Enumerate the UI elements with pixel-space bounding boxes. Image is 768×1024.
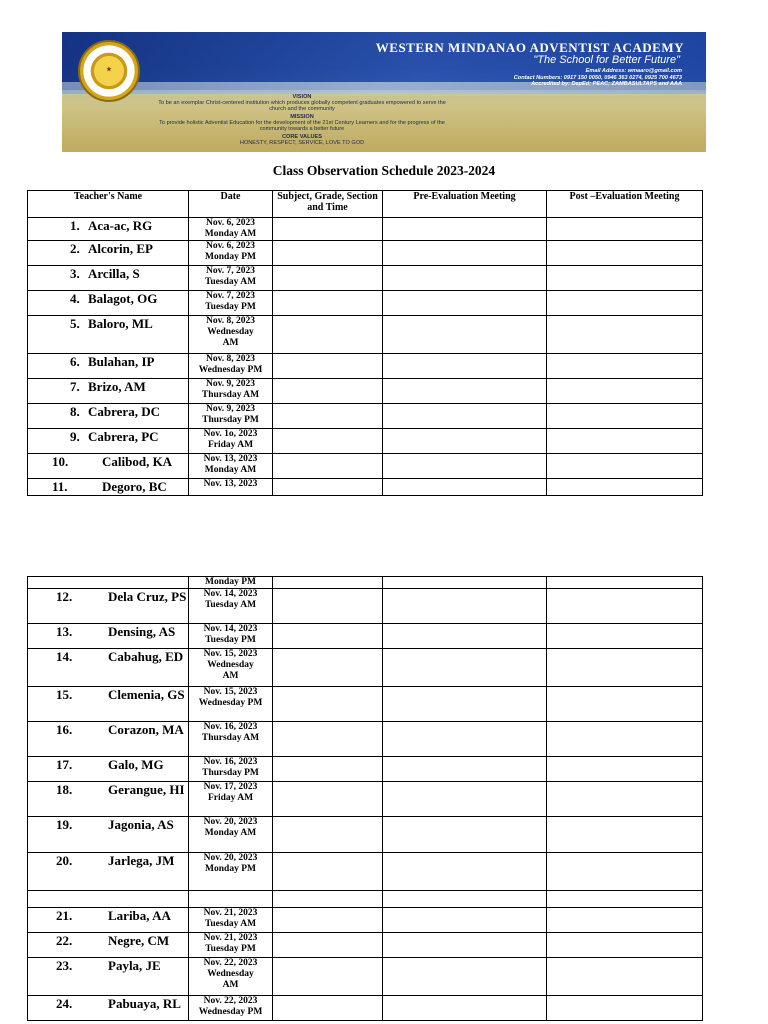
date-line: Nov. 8, 2023: [205, 316, 256, 326]
col-teacher-name: Teacher's Name: [28, 191, 189, 218]
teacher-name: Jagonia, AS: [108, 817, 174, 832]
contact-line: Contact Numbers: 0917 150 0050, 0946 363 0274, 0925 700 4673: [513, 74, 682, 81]
page-title: Class Observation Schedule 2023-2024: [272, 163, 496, 178]
date-line: Nov. 20, 2023: [203, 853, 258, 863]
subject-cell: [273, 817, 383, 853]
teacher-name: Cabahug, ED: [108, 649, 184, 664]
table-row: [28, 429, 703, 454]
day-line: Monday PM: [205, 577, 256, 587]
post-evaluation-cell: [547, 853, 703, 891]
day-line: Wednesday PM: [198, 365, 263, 375]
date-cell: [189, 354, 273, 379]
teacher-name: Bulahan, IP: [88, 354, 155, 369]
pre-evaluation-cell: [383, 782, 547, 817]
table-row: [28, 908, 703, 933]
pre-evaluation-cell: [383, 479, 547, 496]
table-row-carryover: [28, 577, 703, 589]
post-evaluation-cell: [547, 589, 703, 624]
date-line: Nov. 15, 2023: [203, 649, 258, 659]
teacher-name: Calibod, KA: [102, 454, 173, 469]
day-line: Friday AM: [207, 793, 254, 803]
day-line-cont: AM: [222, 980, 239, 990]
date-cell: [189, 454, 273, 479]
day-line: Wednesday PM: [198, 698, 263, 708]
teacher-name-cell: [28, 958, 189, 996]
teacher-name-cell: [28, 757, 189, 782]
date-line: Nov. 22, 2023: [203, 996, 258, 1006]
subject-cell: [273, 379, 383, 404]
row-number: 1.: [70, 218, 80, 233]
row-number: 14.: [56, 649, 73, 664]
teacher-name-cell: [28, 429, 189, 454]
post-evaluation-cell: [547, 479, 703, 496]
pre-evaluation-cell: [383, 241, 547, 266]
teacher-name: Pabuaya, RL: [108, 996, 181, 1011]
row-number: 19.: [56, 817, 73, 832]
day-line: Thursday PM: [202, 768, 259, 778]
teacher-name-cell: [28, 266, 189, 291]
row-number: 22.: [56, 933, 73, 948]
pre-evaluation-cell: [383, 589, 547, 624]
row-number: 15.: [56, 687, 73, 702]
day-line: Tuesday AM: [204, 919, 257, 929]
date-line: Nov. 15, 2023: [203, 687, 258, 697]
teacher-name: Densing, AS: [108, 624, 176, 639]
subject-cell: [273, 218, 383, 241]
table-row: [28, 757, 703, 782]
teacher-name-cell: [28, 817, 189, 853]
date-cell: [189, 996, 273, 1021]
schedule-table-page-2: [27, 576, 703, 1021]
table-row: [28, 241, 703, 266]
teacher-name-cell: [28, 404, 189, 429]
teacher-name-cell: [28, 891, 189, 908]
subject-cell: [273, 316, 383, 354]
teacher-name: Brizo, AM: [88, 379, 146, 394]
subject-cell: [273, 266, 383, 291]
date-cell: [189, 266, 273, 291]
subject-cell: [273, 891, 383, 908]
core-values-block: [152, 134, 452, 146]
date-line: Nov. 17, 2023: [203, 782, 258, 792]
table-row: [28, 479, 703, 496]
day-line: Monday PM: [205, 864, 256, 874]
teacher-name-cell: [28, 996, 189, 1021]
table-row: [28, 404, 703, 429]
day-line: Wednesday PM: [198, 1007, 263, 1017]
table-row: [28, 316, 703, 354]
row-number: 20.: [56, 853, 73, 868]
pre-evaluation-cell: [383, 291, 547, 316]
vision-text: To be an exemplar Christ-centered institution which produces globally competent graduates empowered to serve the church and the community: [158, 100, 446, 113]
post-evaluation-cell: [547, 908, 703, 933]
day-line: Monday PM: [205, 252, 256, 262]
schedule-table-page-1: [27, 190, 703, 496]
date-cell: [189, 241, 273, 266]
teacher-name: Degoro, BC: [102, 479, 167, 494]
pre-evaluation-cell: [383, 757, 547, 782]
post-evaluation-cell: [547, 958, 703, 996]
table-row: [28, 624, 703, 649]
pre-evaluation-cell: [383, 404, 547, 429]
date-cell: [189, 589, 273, 624]
table-row: [28, 354, 703, 379]
teacher-name-cell: [28, 782, 189, 817]
subject-cell: [273, 722, 383, 757]
pre-evaluation-cell: [383, 817, 547, 853]
table-row: [28, 589, 703, 624]
table-header-row: [28, 191, 703, 218]
post-evaluation-cell: [547, 722, 703, 757]
date-line: Nov. 21, 2023: [203, 933, 258, 943]
pre-evaluation-cell: [383, 687, 547, 722]
pre-evaluation-cell: [383, 429, 547, 454]
post-evaluation-cell: [547, 891, 703, 908]
school-banner: [62, 32, 706, 152]
subject-cell: [273, 479, 383, 496]
col-date: Date: [189, 191, 273, 218]
pre-evaluation-cell: [383, 577, 547, 589]
teacher-name: Corazon, MA: [108, 722, 184, 737]
teacher-name: Baloro, ML: [88, 316, 153, 331]
post-evaluation-cell: [547, 379, 703, 404]
teacher-name: Payla, JE: [108, 958, 161, 973]
col-pre-evaluation: Pre-Evaluation Meeting: [383, 191, 547, 218]
date-cell: [189, 958, 273, 996]
date-cell: [189, 429, 273, 454]
mission-text: To provide holistic Adventist Education for the development of the 21st Century Learners and for the progress of the community towards a better future: [159, 120, 445, 133]
date-cell: [189, 316, 273, 354]
pre-evaluation-cell: [383, 379, 547, 404]
subject-cell: [273, 649, 383, 687]
row-number: 8.: [70, 404, 80, 419]
subject-cell: [273, 589, 383, 624]
core-values-text: HONESTY, RESPECT, SERVICE, LOVE TO GOD: [239, 140, 365, 147]
row-number: 12.: [56, 589, 73, 604]
row-number: 21.: [56, 908, 73, 923]
accredited-line: Accredited by: DepEd; PEAC; ZAMBASULTAPS and AAA: [531, 81, 682, 87]
post-evaluation-cell: [547, 782, 703, 817]
row-number: 18.: [56, 782, 73, 797]
pre-evaluation-cell: [383, 454, 547, 479]
post-evaluation-cell: [547, 649, 703, 687]
pre-evaluation-cell: [383, 218, 547, 241]
date-line: Nov. 14, 2023: [203, 624, 258, 634]
date-cell: [189, 757, 273, 782]
date-cell: [189, 687, 273, 722]
teacher-name: Clemenia, GS: [108, 687, 185, 702]
date-line: Nov. 13, 2023: [203, 479, 258, 489]
teacher-name: Aca-ac, RG: [88, 218, 153, 233]
subject-cell: [273, 958, 383, 996]
day-line: Thursday PM: [202, 415, 259, 425]
date-line: Nov. 14, 2023: [203, 589, 258, 599]
subject-cell: [273, 624, 383, 649]
teacher-name-cell: [28, 577, 189, 589]
date-line: Nov. 6, 2023: [205, 218, 256, 228]
table-row: [28, 853, 703, 891]
school-name: WESTERN MINDANAO ADVENTIST ACADEMY: [375, 40, 684, 55]
table-row: [28, 722, 703, 757]
subject-cell: [273, 404, 383, 429]
pre-evaluation-cell: [383, 354, 547, 379]
post-evaluation-cell: [547, 404, 703, 429]
day-line: Monday AM: [204, 229, 257, 239]
vision-block: [152, 94, 452, 113]
post-evaluation-cell: [547, 429, 703, 454]
subject-cell: [273, 853, 383, 891]
day-line: Wednesday: [207, 327, 254, 337]
row-number: 2.: [70, 241, 80, 256]
row-number: 13.: [56, 624, 73, 639]
date-line: Nov. 9, 2023: [205, 404, 256, 414]
teacher-name: Galo, MG: [108, 757, 164, 772]
day-line: Friday AM: [207, 440, 254, 450]
row-number: 6.: [70, 354, 80, 369]
teacher-name-cell: [28, 933, 189, 958]
pre-evaluation-cell: [383, 996, 547, 1021]
mission-block: [152, 114, 452, 133]
post-evaluation-cell: [547, 996, 703, 1021]
pre-evaluation-cell: [383, 316, 547, 354]
date-line: Nov. 9, 2023: [205, 379, 256, 389]
date-cell: [189, 891, 273, 908]
row-number: 10.: [52, 454, 69, 469]
vision-label: VISION: [292, 94, 312, 100]
mission-label: MISSION: [290, 114, 314, 120]
table-row: [28, 958, 703, 996]
day-line: Monday AM: [204, 465, 257, 475]
post-evaluation-cell: [547, 577, 703, 589]
date-cell: [189, 624, 273, 649]
day-line: Tuesday PM: [205, 302, 256, 312]
teacher-name-cell: [28, 624, 189, 649]
pre-evaluation-cell: [383, 908, 547, 933]
day-line: Thursday AM: [201, 390, 260, 400]
teacher-name: Cabrera, DC: [88, 404, 160, 419]
pre-evaluation-cell: [383, 266, 547, 291]
pre-evaluation-cell: [383, 649, 547, 687]
subject-cell: [273, 996, 383, 1021]
teacher-name-cell: [28, 479, 189, 496]
date-cell: [189, 722, 273, 757]
subject-cell: [273, 908, 383, 933]
contact-block: [514, 68, 682, 88]
post-evaluation-cell: [547, 241, 703, 266]
post-evaluation-cell: [547, 817, 703, 853]
teacher-name-cell: [28, 454, 189, 479]
date-cell: [189, 933, 273, 958]
date-cell: [189, 649, 273, 687]
col-post-evaluation: Post –Evaluation Meeting: [547, 191, 703, 218]
teacher-name-cell: [28, 722, 189, 757]
date-cell: [189, 577, 273, 589]
teacher-name: Alcorin, EP: [88, 241, 153, 256]
row-number: 5.: [70, 316, 80, 331]
table-row: [28, 687, 703, 722]
date-cell: [189, 218, 273, 241]
subject-cell: [273, 577, 383, 589]
subject-cell: [273, 933, 383, 958]
teacher-name-cell: [28, 379, 189, 404]
row-number: 16.: [56, 722, 73, 737]
teacher-name-cell: [28, 241, 189, 266]
date-line: Nov. 1o, 2023: [203, 429, 258, 439]
date-line: Nov. 6, 2023: [205, 241, 256, 251]
post-evaluation-cell: [547, 687, 703, 722]
row-number: 11.: [52, 479, 68, 494]
day-line: Wednesday: [207, 660, 254, 670]
date-cell: [189, 291, 273, 316]
day-line: Tuesday AM: [204, 600, 257, 610]
pre-evaluation-cell: [383, 933, 547, 958]
subject-cell: [273, 354, 383, 379]
row-number: 4.: [70, 291, 80, 306]
teacher-name: Jarlega, JM: [108, 853, 175, 868]
school-seal-logo: ★: [78, 40, 140, 102]
post-evaluation-cell: [547, 354, 703, 379]
post-evaluation-cell: [547, 266, 703, 291]
teacher-name-cell: [28, 354, 189, 379]
table-row-blank: [28, 891, 703, 908]
core-values-label: CORE VALUES: [282, 134, 322, 140]
row-number: 3.: [70, 266, 80, 281]
day-line: Wednesday: [207, 969, 254, 979]
day-line-cont: AM: [222, 671, 239, 681]
row-number: 9.: [70, 429, 80, 444]
teacher-name-cell: [28, 853, 189, 891]
subject-cell: [273, 291, 383, 316]
teacher-name-cell: [28, 908, 189, 933]
pre-evaluation-cell: [383, 624, 547, 649]
row-number: 7.: [70, 379, 80, 394]
table-row: [28, 649, 703, 687]
subject-cell: [273, 241, 383, 266]
subject-cell: [273, 757, 383, 782]
day-line-cont: AM: [222, 338, 239, 348]
pre-evaluation-cell: [383, 853, 547, 891]
date-line: Nov. 22, 2023: [203, 958, 258, 968]
day-line: Monday AM: [204, 828, 257, 838]
row-number: 24.: [56, 996, 73, 1011]
pre-evaluation-cell: [383, 722, 547, 757]
date-cell: [189, 479, 273, 496]
day-line: Tuesday AM: [204, 277, 257, 287]
row-number: 17.: [56, 757, 73, 772]
teacher-name-cell: [28, 316, 189, 354]
date-line: Nov. 13, 2023: [203, 454, 258, 464]
date-line: Nov. 21, 2023: [203, 908, 258, 918]
post-evaluation-cell: [547, 316, 703, 354]
table-row: [28, 933, 703, 958]
teacher-name: Arcilla, S: [88, 266, 140, 281]
teacher-name-cell: [28, 589, 189, 624]
date-line: Nov. 7, 2023: [205, 291, 256, 301]
date-line: Nov. 7, 2023: [205, 266, 256, 276]
table-row: [28, 379, 703, 404]
subject-cell: [273, 687, 383, 722]
post-evaluation-cell: [547, 757, 703, 782]
post-evaluation-cell: [547, 454, 703, 479]
school-tagline: "The School for Better Future": [533, 54, 680, 66]
col-subject: Subject, Grade, Section and Time: [273, 191, 383, 218]
table-row: [28, 817, 703, 853]
day-line: Tuesday PM: [205, 635, 256, 645]
date-cell: [189, 908, 273, 933]
table-row: [28, 454, 703, 479]
table-row: [28, 266, 703, 291]
post-evaluation-cell: [547, 624, 703, 649]
teacher-name-cell: [28, 291, 189, 316]
pre-evaluation-cell: [383, 891, 547, 908]
table-row: [28, 996, 703, 1021]
teacher-name: Negre, CM: [108, 933, 170, 948]
teacher-name: Cabrera, PC: [88, 429, 159, 444]
date-cell: [189, 404, 273, 429]
teacher-name: Lariba, AA: [108, 908, 171, 923]
table-row: [28, 291, 703, 316]
teacher-name: Gerangue, HI: [108, 782, 185, 797]
pre-evaluation-cell: [383, 958, 547, 996]
teacher-name: Balagot, OG: [88, 291, 158, 306]
date-cell: [189, 853, 273, 891]
post-evaluation-cell: [547, 291, 703, 316]
date-line: Nov. 16, 2023: [203, 722, 258, 732]
date-cell: [189, 782, 273, 817]
row-number: 23.: [56, 958, 73, 973]
teacher-name-cell: [28, 687, 189, 722]
day-line: Thursday AM: [201, 733, 260, 743]
date-cell: [189, 379, 273, 404]
date-cell: [189, 817, 273, 853]
post-evaluation-cell: [547, 218, 703, 241]
subject-cell: [273, 429, 383, 454]
date-line: Nov. 20, 2023: [203, 817, 258, 827]
day-line: Tuesday PM: [205, 944, 256, 954]
post-evaluation-cell: [547, 933, 703, 958]
subject-cell: [273, 782, 383, 817]
table-row: [28, 782, 703, 817]
teacher-name-cell: [28, 218, 189, 241]
subject-cell: [273, 454, 383, 479]
date-line: Nov. 8, 2023: [205, 354, 256, 364]
email-line: Email Address: wmaaro@gmail.com: [585, 68, 682, 74]
table-row: [28, 218, 703, 241]
teacher-name-cell: [28, 649, 189, 687]
date-line: Nov. 16, 2023: [203, 757, 258, 767]
teacher-name: Dela Cruz, PS: [108, 589, 187, 604]
